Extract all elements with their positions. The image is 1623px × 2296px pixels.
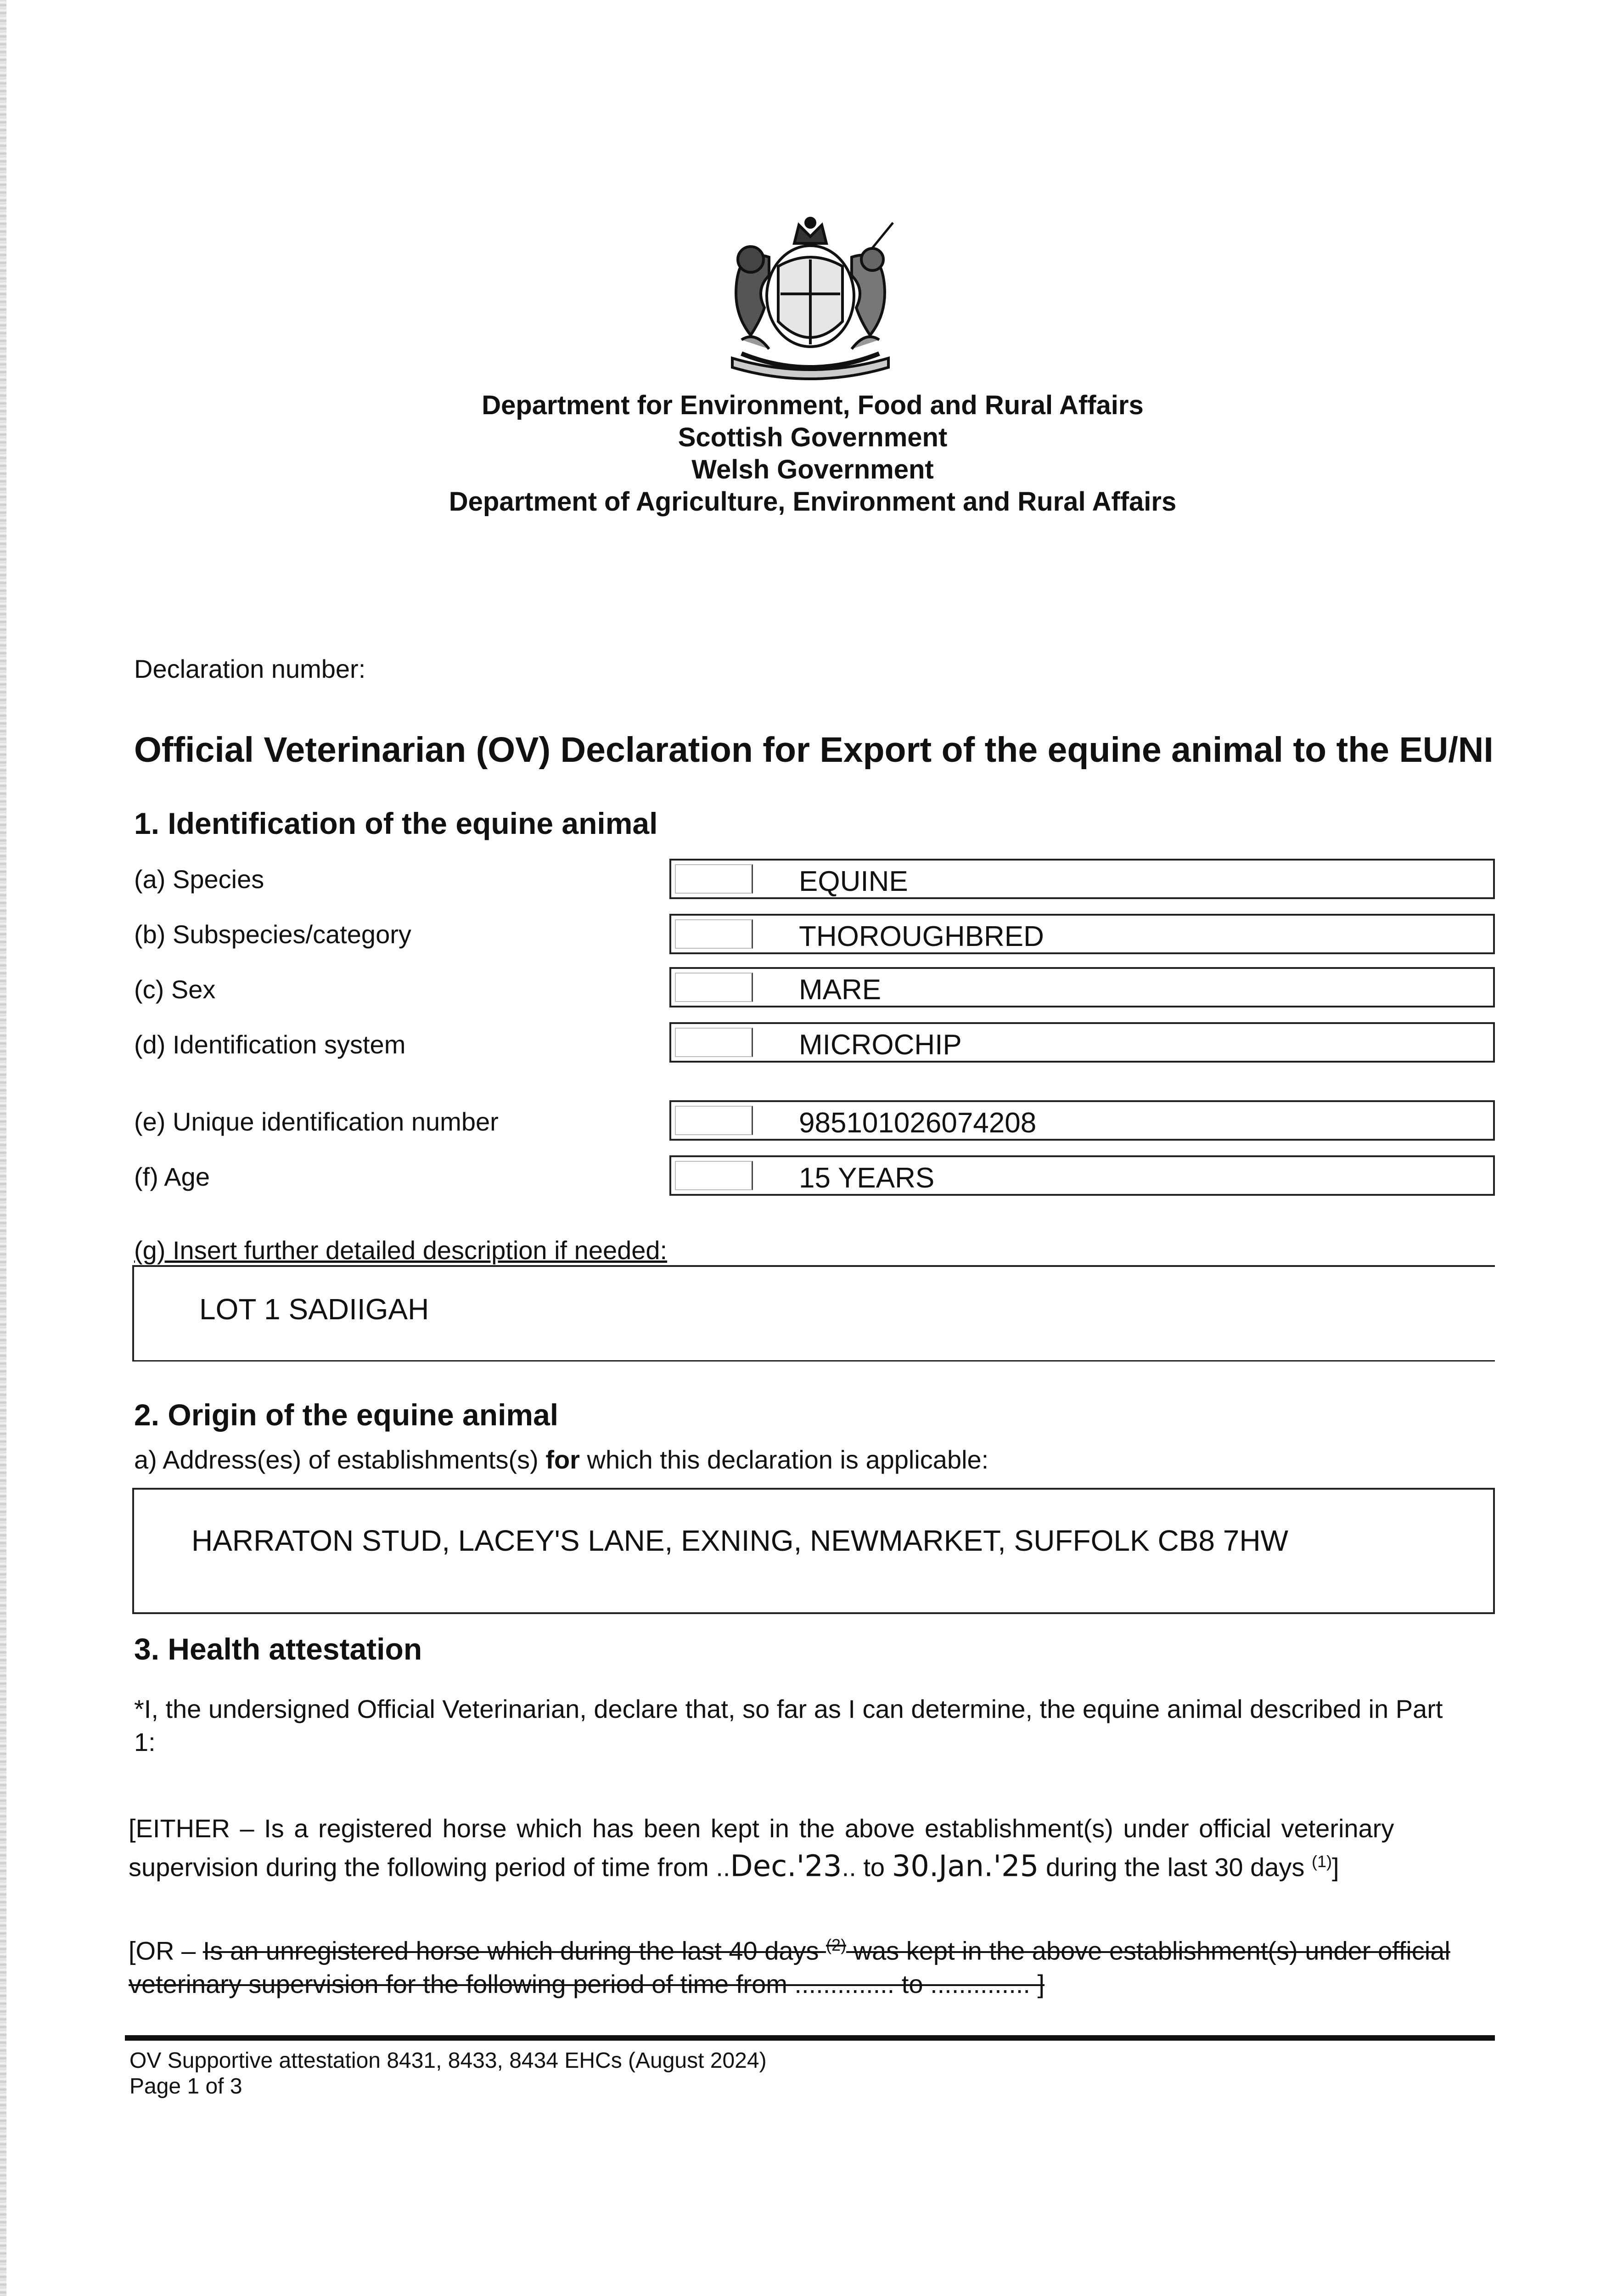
header-welsh-government: Welsh Government: [691, 455, 934, 484]
either-line-2: [129, 1845, 1495, 1884]
unique-id-label: (e) Unique identification number: [134, 1107, 499, 1136]
establishment-intro: [134, 1445, 988, 1475]
section-2-heading: 2. Origin of the equine animal: [134, 1398, 559, 1432]
identification-system-value: MICROCHIP: [799, 1029, 962, 1061]
species-field: [669, 859, 1495, 899]
either-line-2-end: ]: [1331, 1852, 1339, 1882]
footer-page-number: Page 1 of 3: [129, 2074, 242, 2099]
subspecies-field: [669, 914, 1495, 954]
field-checkbox-area: [675, 919, 753, 949]
age-field: [669, 1155, 1495, 1196]
description-value: LOT 1 SADIIGAH: [199, 1293, 429, 1326]
page-title: Official Veterinarian (OV) Declaration for Export of the equine animal to the EU/NI: [134, 730, 1494, 770]
establishment-intro-bold: for: [545, 1445, 580, 1474]
footnote-1-marker: (1): [1311, 1852, 1332, 1871]
header-daera: Department of Agriculture, Environment and Rural Affairs: [449, 487, 1177, 517]
either-line-2-post: during the last 30 days: [1039, 1852, 1312, 1882]
species-label: (a) Species: [134, 865, 264, 894]
field-checkbox-area: [675, 1161, 753, 1190]
either-line-1: [EITHER – Is a registered horse which has been kept in the above establishment(s) under official veterinary: [129, 1814, 1394, 1843]
either-line-2-pre: supervision during the following period of time from ..: [129, 1852, 730, 1882]
subspecies-label: (b) Subspecies/category: [134, 920, 411, 949]
or-prefix: [OR –: [129, 1936, 203, 1965]
identification-system-label: (d) Identification system: [134, 1030, 406, 1059]
declaration-statement: [134, 1693, 1495, 1759]
footnote-2-marker: (2): [826, 1936, 847, 1954]
section-3-heading: 3. Health attestation: [134, 1632, 422, 1666]
subspecies-value: THOROUGHBRED: [799, 921, 1044, 952]
declaration-line-1: *I, the undersigned Official Veterinarian, declare that, so far as I can determine, the equine animal described in Part: [134, 1694, 1443, 1723]
royal-coat-of-arms-icon: [714, 216, 907, 386]
or-statement: [129, 1929, 1495, 2001]
age-value: 15 YEARS: [799, 1162, 935, 1194]
or-line-1: [129, 1929, 1495, 1968]
sex-label: (c) Sex: [134, 975, 216, 1004]
address-value: HARRATON STUD, LACEY'S LANE, EXNING, NEWMARKET, SUFFOLK CB8 7HW: [191, 1524, 1288, 1557]
unique-id-value: 985101026074208: [799, 1107, 1037, 1139]
establishment-intro-post: which this declaration is applicable:: [579, 1445, 989, 1474]
scan-edge: [0, 0, 6, 2296]
field-checkbox-area: [675, 864, 753, 894]
sex-field: [669, 967, 1495, 1007]
description-label: (g) Insert further detailed description if needed:: [134, 1236, 668, 1265]
footer-divider: [125, 2035, 1495, 2041]
declaration-line-2: 1:: [134, 1728, 156, 1756]
establishment-intro-pre: a) Address(es) of establishments(s): [134, 1445, 546, 1474]
section-1-heading: 1. Identification of the equine animal: [134, 806, 658, 840]
supervision-from-date: Dec.'23: [730, 1849, 842, 1884]
header-scottish-government: Scottish Government: [678, 422, 948, 452]
field-checkbox-area: [675, 973, 753, 1002]
age-label: (f) Age: [134, 1162, 210, 1191]
or-struck-text-1b: was kept in the above establishment(s) under official: [846, 1936, 1450, 1965]
supervision-to-date: 30.Jan.'25: [892, 1849, 1039, 1884]
identification-system-field: [669, 1022, 1495, 1063]
species-value: EQUINE: [799, 866, 908, 897]
field-checkbox-area: [675, 1106, 753, 1135]
or-struck-text-1: Is an unregistered horse which during the last 40 days: [202, 1936, 826, 1965]
either-line-2-mid: .. to: [842, 1852, 892, 1882]
description-field: [132, 1265, 1495, 1362]
field-checkbox-area: [675, 1028, 753, 1057]
or-struck-text-2: veterinary supervision for the following period of time from .............. to .............. ]: [129, 1969, 1045, 1998]
address-field: [132, 1488, 1495, 1614]
header-defra: Department for Environment, Food and Rural Affairs: [482, 390, 1144, 420]
unique-id-field: [669, 1100, 1495, 1141]
declaration-number-label: Declaration number:: [134, 654, 366, 683]
sex-value: MARE: [799, 974, 882, 1006]
footer-attestation: OV Supportive attestation 8431, 8433, 8434 EHCs (August 2024): [129, 2048, 767, 2073]
either-statement: [129, 1812, 1495, 1884]
